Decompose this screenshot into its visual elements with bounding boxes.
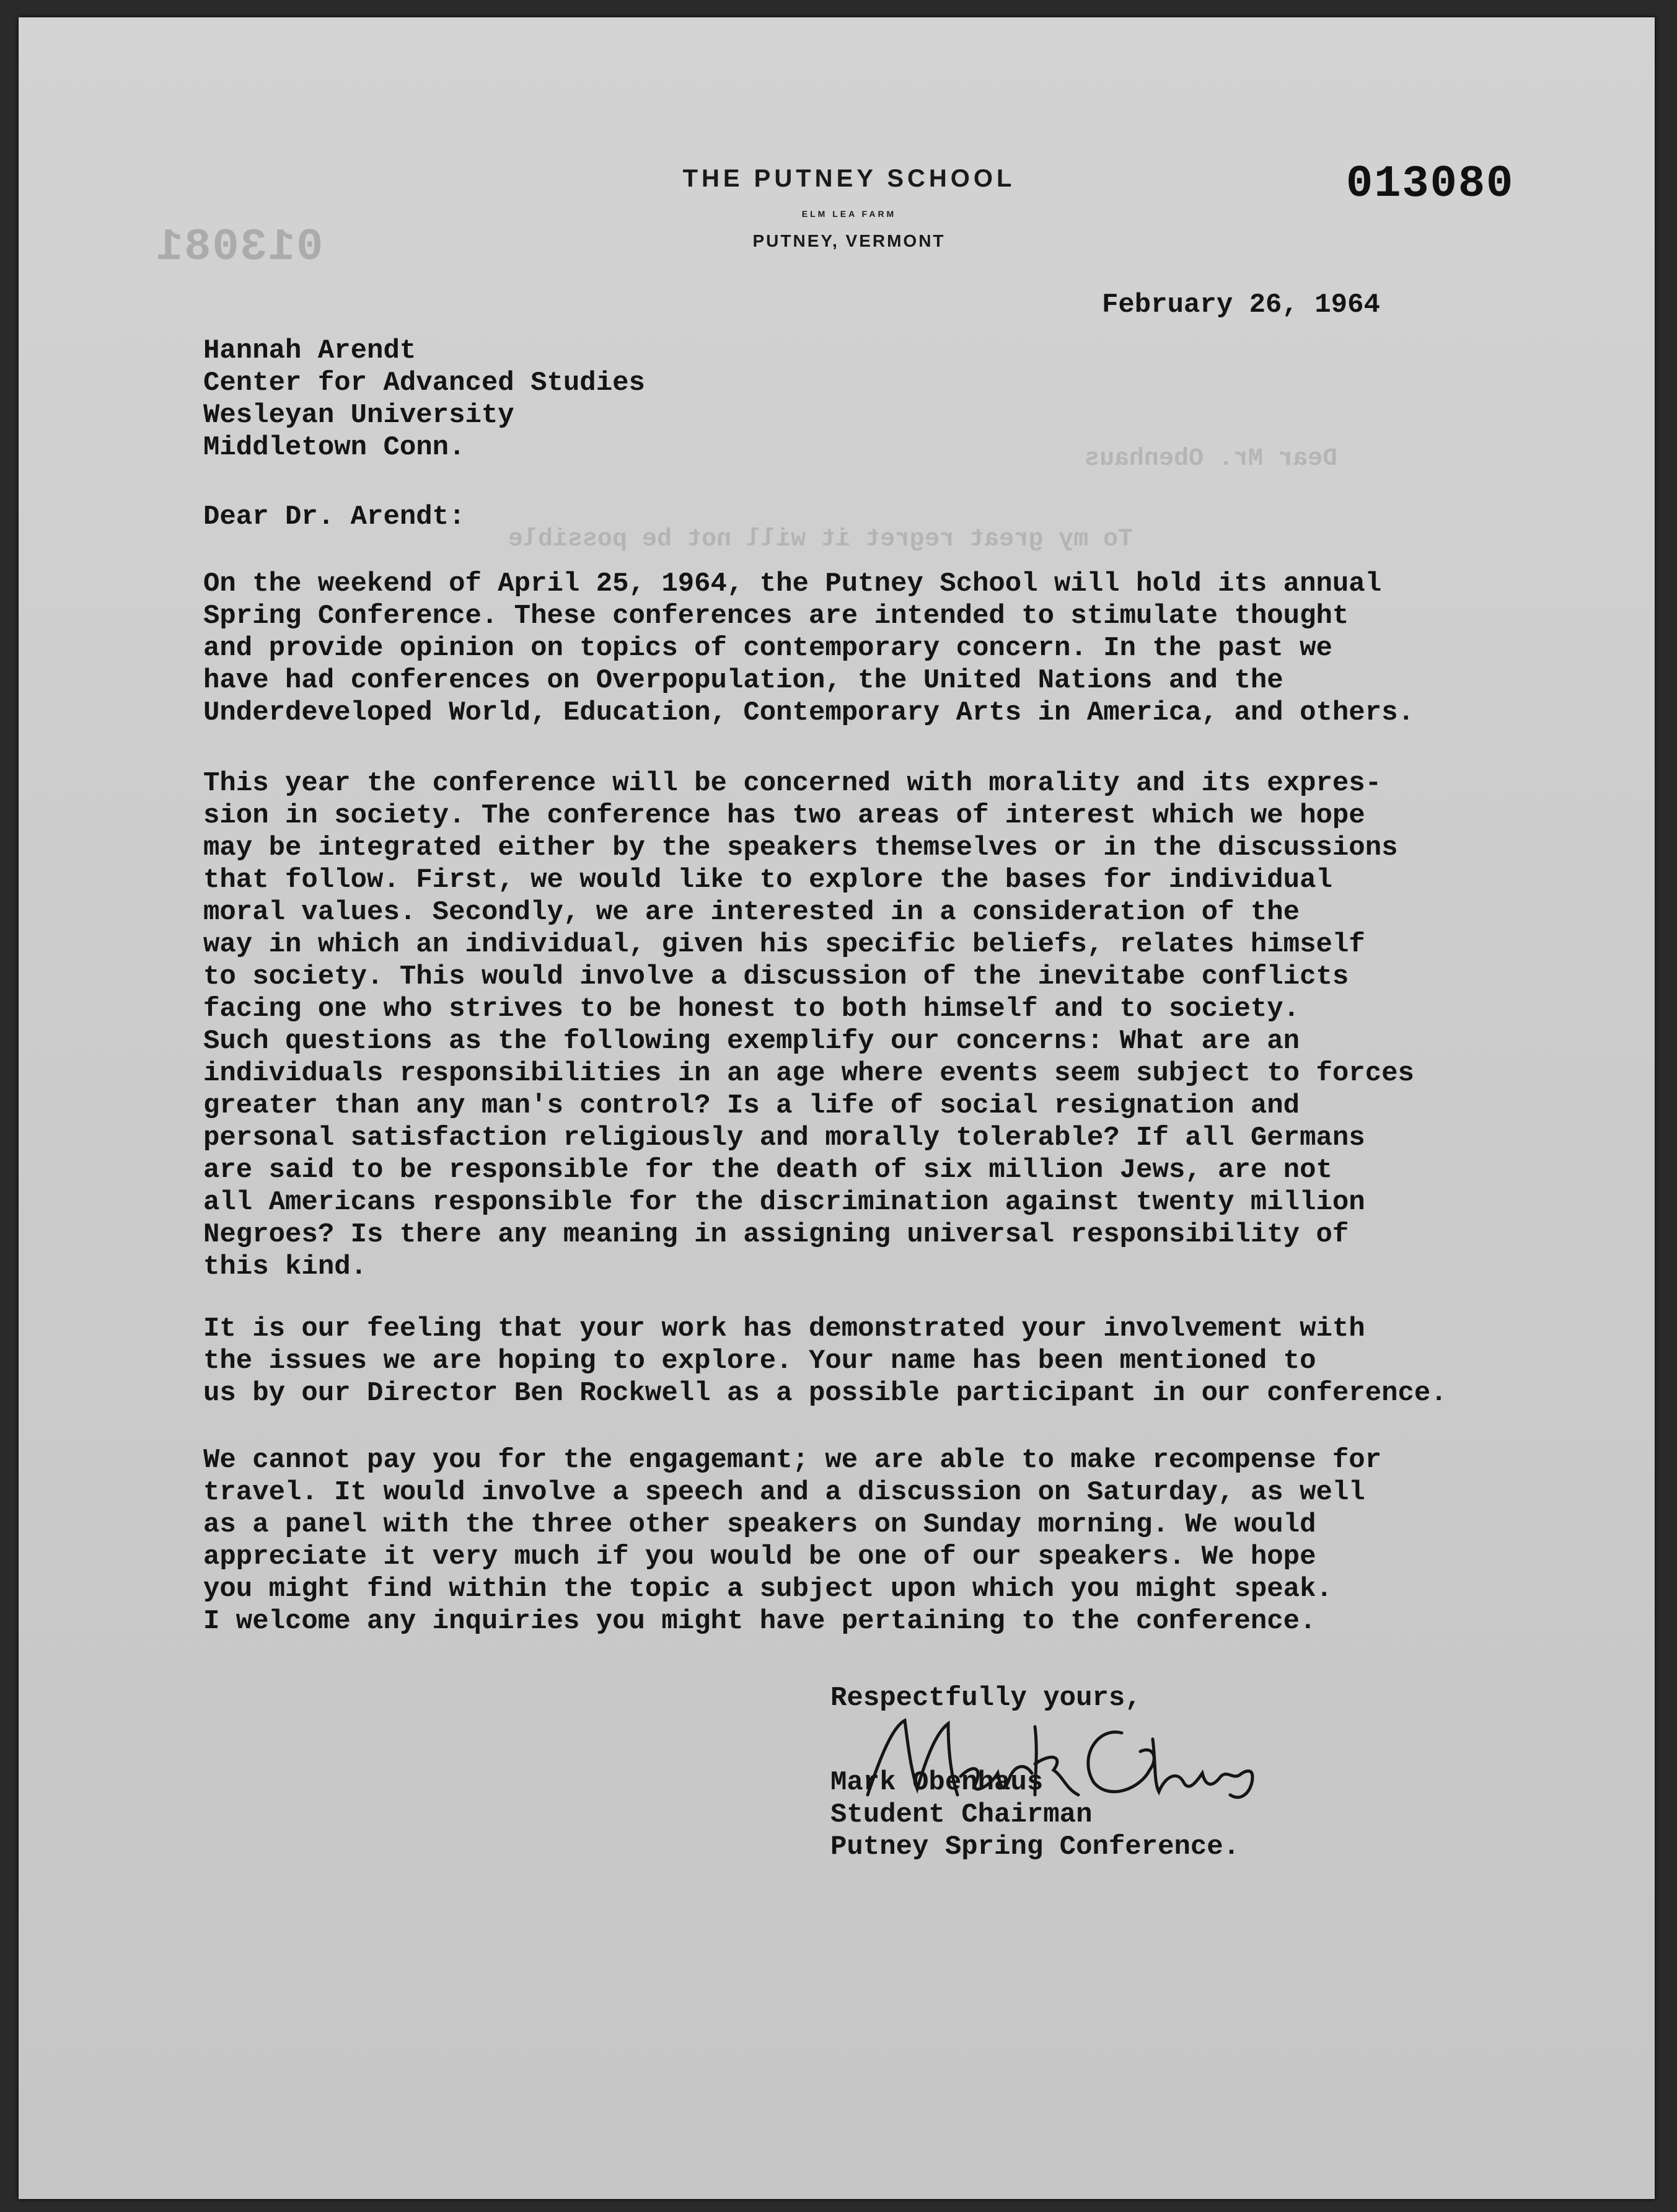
text-line: sion in society. The conference has two areas of interest which we hope — [203, 800, 1365, 831]
text-line: way in which an individual, given his specific beliefs, relates himself — [203, 929, 1365, 960]
paragraph-1 — [203, 568, 1629, 729]
text-line: have had conferences on Overpopulation, the United Nations and the — [203, 665, 1283, 696]
text-line: personal satisfaction religiously and morally tolerable? If all Germans — [203, 1122, 1365, 1153]
address-line: Hannah Arendt — [203, 335, 416, 366]
archive-stamp-number: 013080 — [1346, 159, 1515, 209]
text-line: individuals responsibilities in an age where events seem subject to forces — [203, 1058, 1414, 1089]
school-location: PUTNEY, VERMONT — [752, 231, 946, 250]
salutation: Dear Dr. Arendt: — [203, 501, 465, 532]
text-line: On the weekend of April 25, 1964, the Putney School will hold its annual — [203, 568, 1382, 599]
letter-date: February 26, 1964 — [1102, 289, 1380, 320]
text-line: facing one who strives to be honest to both himself and to society. — [203, 994, 1300, 1024]
text-line: the issues we are hoping to explore. Your name has been mentioned to — [203, 1346, 1316, 1377]
text-line: appreciate it very much if you would be one of our speakers. We hope — [203, 1541, 1316, 1572]
text-line: We cannot pay you for the engagemant; we are able to make recompense for — [203, 1445, 1382, 1476]
text-line: and provide opinion on topics of contemporary concern. In the past we — [203, 633, 1332, 664]
bleed-through-line: To my great regret it will not be possible — [508, 526, 1133, 553]
complimentary-close: Respectfully yours, — [830, 1683, 1142, 1714]
text-line: that follow. First, we would like to explore the bases for individual — [203, 865, 1332, 896]
paragraph-4 — [203, 1444, 1629, 1637]
school-name: THE PUTNEY SCHOOL — [682, 165, 1016, 192]
text-line: Negroes? Is there any meaning in assigning universal responsibility of — [203, 1219, 1349, 1250]
text-line: this kind. — [203, 1251, 368, 1282]
text-line: Underdeveloped World, Education, Contemporary Arts in America, and others. — [203, 697, 1414, 728]
paragraph-3 — [203, 1313, 1629, 1409]
text-line: greater than any man's control? Is a life of social resignation and — [203, 1090, 1300, 1121]
bleed-through-stamp: 013081 — [155, 222, 324, 273]
text-line: It is our feeling that your work has demonstrated your involvement with — [203, 1313, 1365, 1344]
signer-title: Student Chairman — [830, 1799, 1093, 1830]
text-line: to society. This would involve a discussion of the inevitabe conflicts — [203, 961, 1349, 992]
signature-block — [830, 1766, 1239, 1863]
text-line: all Americans responsible for the discrimination against twenty million — [203, 1187, 1365, 1218]
text-line: Such questions as the following exemplify our concerns: What are an — [203, 1026, 1300, 1057]
text-line: you might find within the topic a subject upon which you might speak. — [203, 1574, 1332, 1605]
address-line: Middletown Conn. — [203, 432, 465, 463]
text-line: travel. It would involve a speech and a discussion on Saturday, as well — [203, 1477, 1365, 1508]
text-line: as a panel with the three other speakers on Sunday morning. We would — [203, 1509, 1316, 1540]
signer-organization: Putney Spring Conference. — [830, 1831, 1240, 1862]
recipient-address — [203, 335, 645, 464]
address-line: Wesleyan University — [203, 400, 514, 431]
letter-page — [19, 17, 1655, 2199]
text-line: us by our Director Ben Rockwell as a possible participant in our conference. — [203, 1378, 1447, 1409]
text-line: This year the conference will be concerned with morality and its expres- — [203, 768, 1382, 799]
farm-name: ELM LEA FARM — [801, 209, 897, 219]
bleed-through-line: Dear Mr. Obenhaus — [1085, 445, 1338, 473]
text-line: Spring Conference. These conferences are intended to stimulate thought — [203, 601, 1349, 632]
address-line: Center for Advanced Studies — [203, 368, 645, 399]
text-line: I welcome any inquiries you might have pertaining to the conference. — [203, 1606, 1316, 1637]
text-line: moral values. Secondly, we are interested in a consideration of the — [203, 897, 1300, 928]
letterhead — [614, 165, 1085, 251]
signer-name: Mark Obenhaus — [830, 1767, 1044, 1798]
text-line: may be integrated either by the speakers themselves or in the discussions — [203, 832, 1398, 863]
paragraph-2 — [203, 767, 1629, 1283]
text-line: are said to be responsible for the death of six million Jews, are not — [203, 1155, 1332, 1186]
